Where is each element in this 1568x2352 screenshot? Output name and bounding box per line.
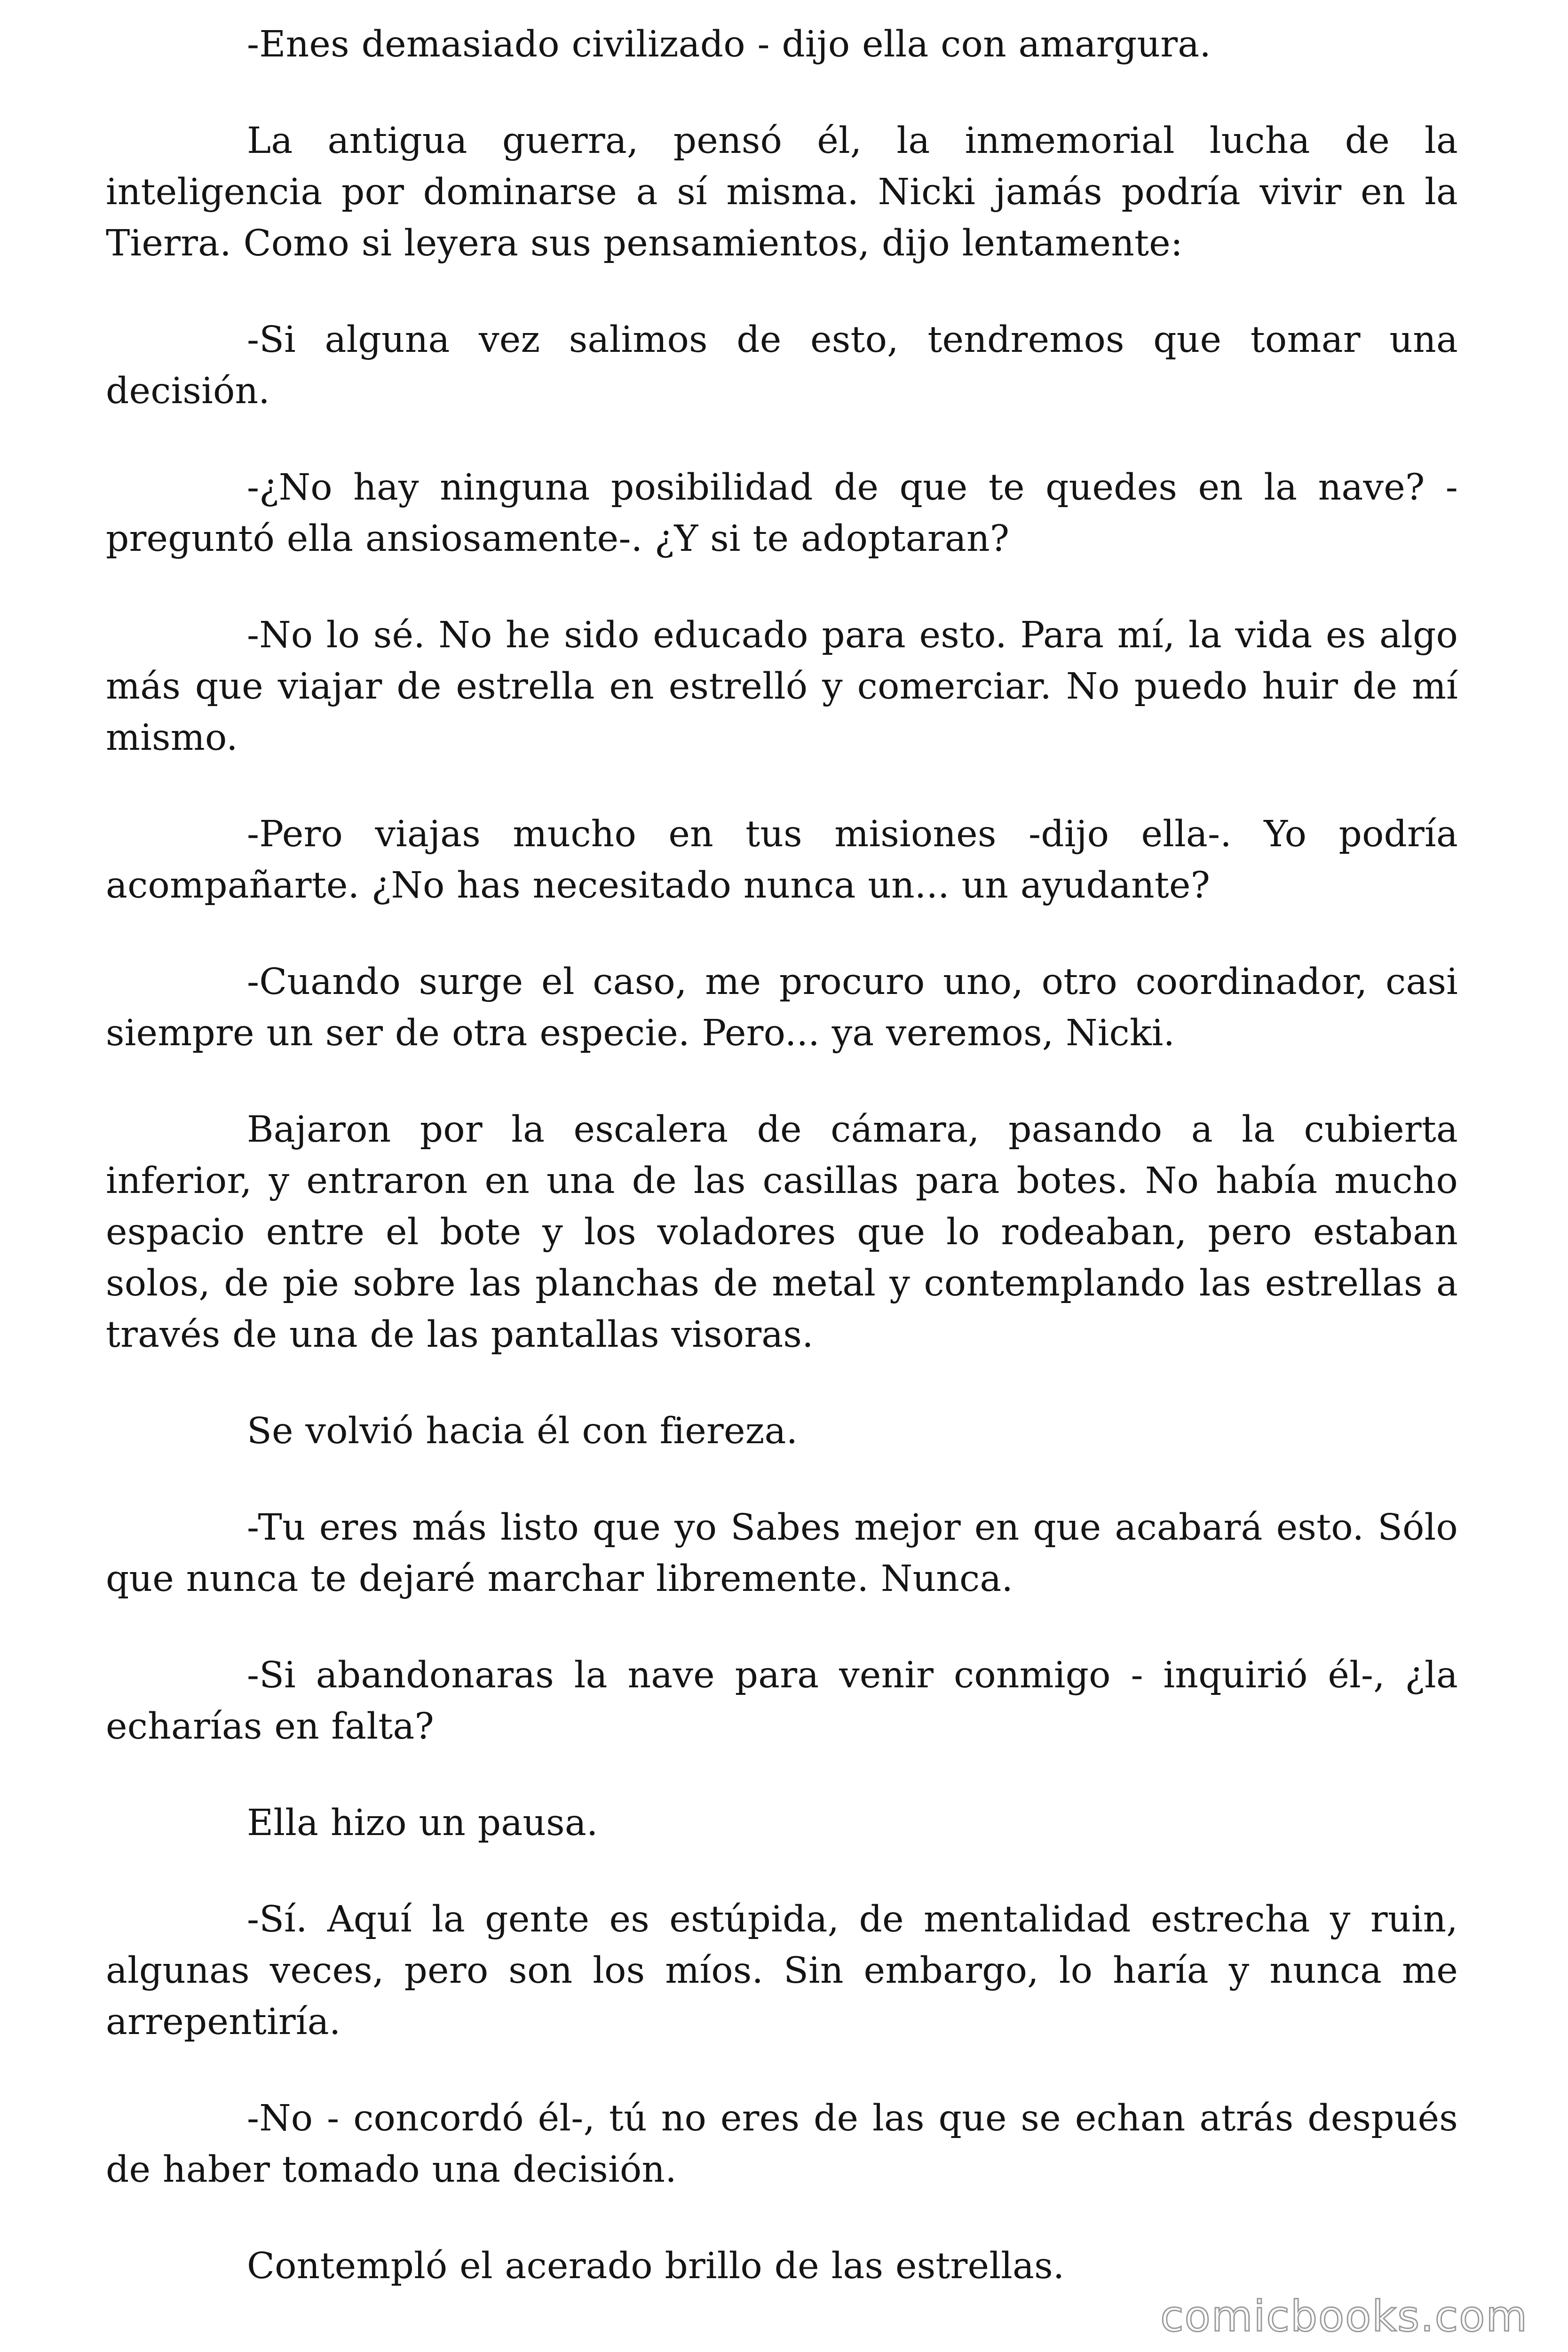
paragraph: -No lo sé. No he sido educado para esto. Para mí, la vida es algo más que viajar de estrella en estrelló y comerciar. No puedo huir de mí mismo. [106,614,1458,759]
book-page [106,19,1458,2337]
paragraph: -Pero viajas mucho en tus misiones -dijo ella-. Yo podría acompañarte. ¿No has necesitado nunca un... un ayudante? [106,813,1458,906]
watermark-logo: comicbooks.com [1160,2292,1528,2341]
paragraph: Se volvió hacia él con fiereza. [247,1410,798,1452]
paragraph: -Cuando surge el caso, me procuro uno, otro coordinador, casi siempre un ser de otra especie. Pero... ya veremos, Nicki. [106,961,1458,1054]
paragraph: -Enes demasiado civilizado - dijo ella con amargura. [247,24,1212,65]
paragraph: -Sí. Aquí la gente es estúpida, de mentalidad estrecha y ruin, algunas veces, pero son los míos. Sin embargo, lo haría y nunca me arrepentiría. [106,1899,1458,2043]
paragraph: Bajaron por la escalera de cámara, pasando a la cubierta inferior, y entraron en una de las casillas para botes. No había mucho espacio entre el bote y los voladores que lo rodeaban, pero estaban solos, de pie sobre las planchas de metal y contemplando las estrellas a través de una de las pantallas visoras. [106,1109,1458,1356]
paragraph: -¿No hay ninguna posibilidad de que te quedes en la nave? -preguntó ella ansiosamente-. ¿Y si te adoptaran? [106,467,1458,560]
paragraph: -Tu eres más listo que yo Sabes mejor en que acabará esto. Sólo que nunca te dejaré marchar libremente. Nunca. [106,1507,1458,1600]
paragraph: -Si alguna vez salimos de esto, tendremos que tomar una decisión. [106,319,1458,412]
paragraph: -No - concordó él-, tú no eres de las que se echan atrás después de haber tomado una decisión. [106,2098,1458,2191]
paragraph: Contempló el acerado brillo de las estrellas. [247,2245,1065,2287]
paragraph: La antigua guerra, pensó él, la inmemorial lucha de la inteligencia por dominarse a sí misma. Nicki jamás podría vivir en la Tierra. Como si leyera sus pensamientos, dijo lentamente: [106,120,1458,264]
paragraph: -Si abandonaras la nave para venir conmigo - inquirió él-, ¿la echarías en falta? [106,1654,1458,1748]
paragraph: Ella hizo un pausa. [247,1802,598,1844]
